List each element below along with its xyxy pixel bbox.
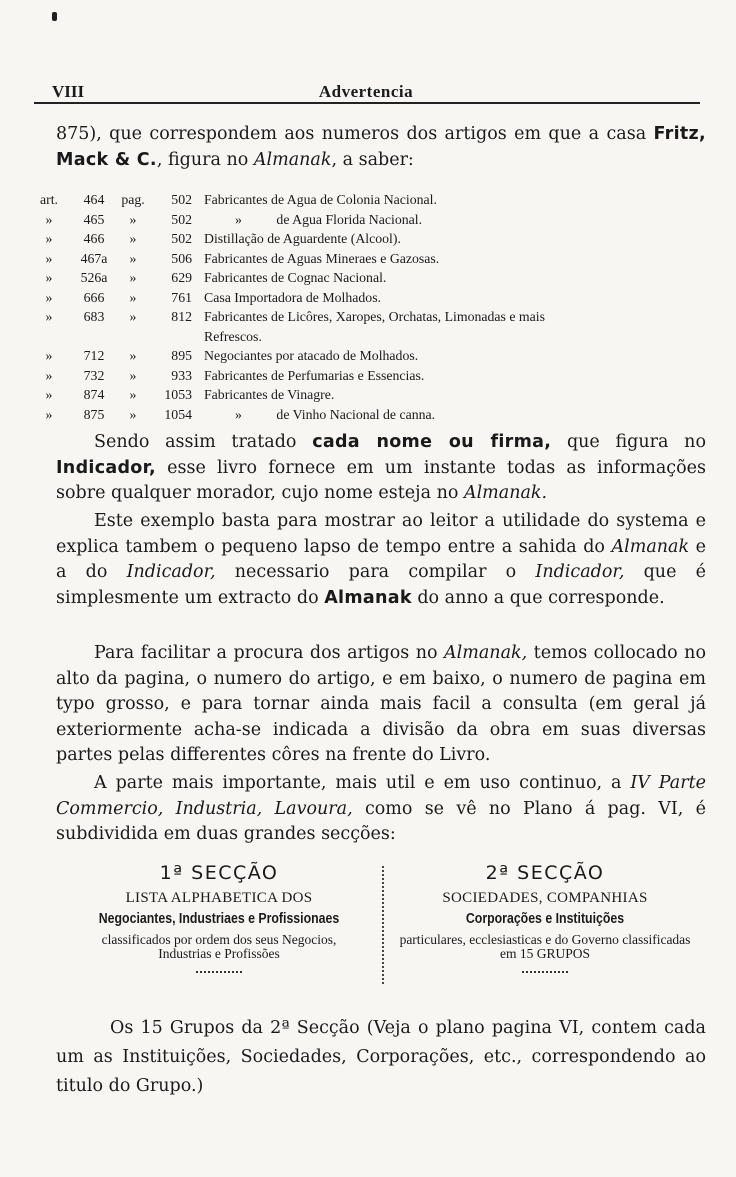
list-row xyxy=(34,348,714,368)
section-2-heading: 2ª SECÇÃO xyxy=(485,862,605,884)
section-2-ornament xyxy=(522,969,568,973)
p3-almanak: Almanak, xyxy=(444,643,528,663)
col-pag: » xyxy=(129,348,137,363)
page-title: Advertencia xyxy=(318,82,414,101)
paragraph-5 xyxy=(56,1014,706,1101)
list-row xyxy=(34,290,714,310)
col-page-number: 895 xyxy=(171,348,192,363)
p2-indicador: Indicador, xyxy=(126,562,216,582)
col-art: » xyxy=(45,289,53,305)
col-pag: » xyxy=(129,270,137,285)
col-article-number: 732 xyxy=(83,367,105,383)
list-row xyxy=(34,407,714,427)
page-header xyxy=(46,82,686,104)
intro-paragraph xyxy=(56,122,706,173)
section-2-line1: SOCIEDADES, COMPANHIAS xyxy=(442,890,648,906)
p1-text-a: Sendo assim tratado xyxy=(94,432,313,452)
section-divider xyxy=(382,866,384,984)
col-pag: » xyxy=(129,211,137,227)
col-article-number: 467a xyxy=(80,250,108,266)
p1-almanak: Almanak. xyxy=(463,483,548,503)
section-1-line3: classificados por ordem dos seus Negocios, Industrias e Profissões xyxy=(101,932,337,961)
col-description: Fabricantes de Aguas Mineraes e Gazosas. xyxy=(204,250,440,266)
p2-text-c: e a do xyxy=(56,536,706,582)
section-2-line3: particulares, ecclesiasticas e do Governo classificadas em 15 GRUPOS xyxy=(399,932,691,961)
col-art: » xyxy=(45,367,53,383)
ink-mark xyxy=(52,12,57,21)
list-row xyxy=(34,251,714,271)
section-1-ornament xyxy=(196,969,242,973)
col-description: » de Vinho Nacional de canna. xyxy=(204,406,436,422)
col-page-number: 502 xyxy=(171,192,192,207)
p1-bold-indicador: Indicador, xyxy=(56,457,156,478)
firm-name: Fritz, Mack & C. xyxy=(56,124,706,170)
col-article-number: 875 xyxy=(83,406,105,422)
col-art: art. xyxy=(39,192,58,207)
section-1-heading: 1ª SECÇÃO xyxy=(159,862,279,884)
header-rule xyxy=(34,102,700,104)
col-pag: » xyxy=(129,231,137,246)
col-pag: » xyxy=(129,367,137,383)
col-page-number: 629 xyxy=(171,270,192,285)
col-page-number: 502 xyxy=(171,231,192,246)
col-page-number: 1054 xyxy=(164,406,192,422)
col-description: Fabricantes de Agua de Colonia Nacional. xyxy=(204,192,437,207)
p1-bold-firm: cada nome ou firma, xyxy=(312,432,552,452)
col-description: Fabricantes de Cognac Nacional. xyxy=(204,270,387,285)
almanak-ref: Almanak xyxy=(253,149,332,170)
section-2-line2: Corporações e Instituições xyxy=(465,911,625,927)
col-pag: » xyxy=(129,289,137,305)
col-article-number: 465 xyxy=(83,211,105,227)
p4-part-title: IV Parte Commercio, Industria, Lavoura, xyxy=(56,773,706,819)
col-art: » xyxy=(45,270,53,285)
p2-indicador-2: Indicador, xyxy=(535,562,625,582)
page-number: VIII xyxy=(52,82,85,101)
col-description: Casa Importadora de Molhados. xyxy=(204,289,382,305)
col-art: » xyxy=(45,231,53,246)
col-description: Fabricantes de Vinagre. xyxy=(204,387,335,402)
col-art: » xyxy=(45,250,53,266)
col-art: » xyxy=(45,211,53,227)
list-row xyxy=(34,329,714,349)
section-1-line1: LISTA ALPHABETICA DOS xyxy=(125,890,313,906)
col-pag: pag. xyxy=(121,192,145,207)
list-row xyxy=(34,309,714,329)
col-article-number: 683 xyxy=(83,309,105,324)
col-page-number: 506 xyxy=(171,250,192,266)
col-art: » xyxy=(45,406,53,422)
col-pag: » xyxy=(129,406,137,422)
paragraph-1 xyxy=(56,430,706,507)
col-description: Fabricantes de Perfumarias e Essencias. xyxy=(204,367,425,383)
paragraph-4 xyxy=(56,771,706,848)
col-description: » de Agua Florida Nacional. xyxy=(204,211,423,227)
list-row xyxy=(34,387,714,407)
p3-text-a: Para facilitar a procura dos artigos no xyxy=(94,643,445,663)
p4-text-c: como se vê no Plano á pag. VI, é subdividida em duas grandes secções: xyxy=(56,798,706,844)
list-row xyxy=(34,212,714,232)
col-article-number: 666 xyxy=(83,289,105,305)
col-article-number: 712 xyxy=(83,348,105,363)
col-pag: » xyxy=(129,250,137,266)
col-page-number: 502 xyxy=(171,211,192,227)
col-pag: » xyxy=(129,387,137,402)
list-row xyxy=(34,231,714,251)
col-article-number: 874 xyxy=(83,387,105,402)
col-description: Negociantes por atacado de Molhados. xyxy=(204,348,419,363)
section-1-box xyxy=(54,862,384,973)
col-page-number: 1053 xyxy=(164,387,192,402)
col-description: Fabricantes de Licôres, Xaropes, Orchatas, Limonadas e mais xyxy=(204,309,545,324)
col-article-number: 466 xyxy=(83,231,105,246)
col-article-number: 526a xyxy=(80,270,108,285)
section-1-line2: Negociantes, Industriaes e Profissionaes xyxy=(98,911,340,927)
col-pag: » xyxy=(129,309,137,324)
col-art: » xyxy=(45,387,53,402)
col-page-number: 812 xyxy=(171,309,192,324)
p2-text-a: Este exemplo basta para mostrar ao leitor a utilidade do systema e explica tambem o pequeno lapso de tempo entre a sahida do xyxy=(56,511,706,557)
p2-text-e: necessario para compilar o xyxy=(215,562,536,582)
p2-text-i: do anno a que corresponde. xyxy=(411,587,665,608)
list-row xyxy=(34,368,714,388)
p4-text-a: A parte mais importante, mais util e em uso continuo, a xyxy=(94,773,631,793)
article-list xyxy=(34,192,714,426)
intro-mid: , figura no xyxy=(156,149,254,170)
section-2-box xyxy=(386,862,704,973)
paragraph-2 xyxy=(56,509,706,611)
paragraph-3 xyxy=(56,641,706,769)
intro-text: 875), que correspondem aos numeros dos artigos em que a casa xyxy=(56,124,647,144)
col-art: » xyxy=(45,309,53,324)
col-description: Distillação de Aguardente (Alcool). xyxy=(204,231,401,246)
p1-text-c: que figura no xyxy=(551,432,706,452)
p2-almanak-bold: Almanak xyxy=(324,587,412,608)
col-page-number: 761 xyxy=(171,289,192,305)
list-row xyxy=(34,192,714,212)
col-description: Refrescos. xyxy=(204,328,262,344)
col-article-number: 464 xyxy=(83,192,105,207)
intro-post: , a saber: xyxy=(331,149,414,170)
p1-text-e: esse livro fornece em um instante todas as informações sobre qualquer morador, cujo nome esteja no xyxy=(56,457,706,503)
p2-text-g: que é simplesmente um extracto do xyxy=(56,562,707,608)
p3-text-c: temos collocado no alto da pagina, o numero do artigo, e em baixo, o numero de pagina em typo grosso, e para tornar ainda mais facil a consulta (em geral já exteriormente acha-se indicada a divisão da obra em suas diversas partes pelas differentes côres na frente do Livro. xyxy=(56,643,706,765)
p2-almanak: Almanak xyxy=(611,536,690,557)
p5-text: Os 15 Grupos da 2ª Secção (Veja o plano pagina VI, contem cada um as Instituições, Sociedades, Corporações, etc., correspondendo ao titulo do Grupo.) xyxy=(56,1018,706,1096)
col-art: » xyxy=(45,348,53,363)
list-row xyxy=(34,270,714,290)
col-page-number: 933 xyxy=(171,367,192,383)
